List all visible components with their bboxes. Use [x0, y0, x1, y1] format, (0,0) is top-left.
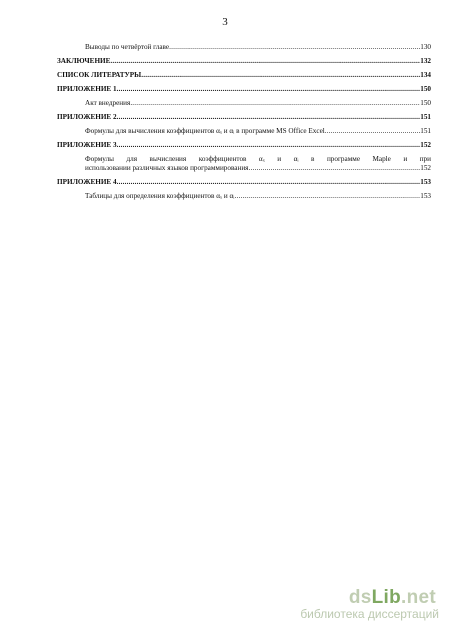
- toc-entry-page: 152: [420, 164, 431, 172]
- toc-entry-title: ПРИЛОЖЕНИЕ 3: [57, 141, 117, 149]
- toc-leader-dots: [130, 99, 420, 108]
- toc-entry-excel-formulas[interactable]: [57, 127, 431, 136]
- toc-entry-appendix-4[interactable]: [57, 178, 431, 187]
- toc-entry-conclusions-ch4[interactable]: [57, 43, 431, 52]
- toc-entry-page: 152: [420, 141, 431, 149]
- page-number: 3: [222, 16, 228, 28]
- toc-entry-title: ЗАКЛЮЧЕНИЕ: [57, 57, 111, 65]
- toc-leader-dots: [117, 141, 421, 150]
- toc-entry-title: Формулы для вычисления коэффициентов αₓ и αᵢ в программе MS Office Excel: [85, 127, 325, 135]
- toc-entry-maple-formulas[interactable]: [57, 155, 431, 173]
- toc-entry-appendix-1[interactable]: [57, 85, 431, 94]
- toc-leader-dots: [117, 113, 421, 122]
- toc-entry-page: 130: [420, 43, 431, 51]
- toc-entry-title: ПРИЛОЖЕНИЕ 2: [57, 113, 117, 121]
- dslib-subtitle: библиотека диссертаций: [300, 607, 439, 621]
- toc-entry-page: 150: [420, 99, 431, 107]
- toc-entry-page: 134: [420, 71, 431, 79]
- toc-leader-dots: [169, 43, 420, 52]
- toc-entry-title-line1: Формулы для вычисления коэффициентов αₓ и αᵢ в программе Maple и при: [85, 155, 431, 163]
- table-of-contents: [57, 43, 431, 206]
- toc-leader-dots: [234, 192, 420, 201]
- toc-entry-conclusion[interactable]: [57, 57, 431, 66]
- toc-entry-title: Выводы по четвёртой главе: [85, 43, 170, 51]
- toc-entry-title-line2: использовании различных языков программирования: [85, 164, 249, 172]
- toc-leader-dots: [248, 164, 420, 173]
- toc-leader-dots: [141, 71, 420, 80]
- toc-entry-appendix-3[interactable]: [57, 141, 431, 150]
- toc-entry-title: Таблицы для определения коэффициентов αₓ и αᵢ: [85, 192, 235, 200]
- toc-entry-page: 150: [420, 85, 431, 93]
- toc-entry-page: 151: [420, 127, 431, 135]
- toc-entry-references[interactable]: [57, 71, 431, 80]
- toc-entry-coefficient-tables[interactable]: [57, 192, 431, 201]
- toc-entry-page: 132: [420, 57, 431, 65]
- toc-entry-title: ПРИЛОЖЕНИЕ 4: [57, 178, 117, 186]
- toc-entry-title: ПРИЛОЖЕНИЕ 1: [57, 85, 117, 93]
- dslib-logo: dsLib.net: [348, 587, 436, 608]
- toc-leader-dots: [325, 127, 420, 136]
- toc-entry-page: 151: [420, 113, 431, 121]
- toc-leader-dots: [117, 85, 421, 94]
- toc-entry-page: 153: [420, 192, 431, 200]
- toc-leader-dots: [117, 178, 421, 187]
- toc-entry-title: Акт внедрения: [85, 99, 131, 107]
- dslib-watermark: [276, 587, 446, 621]
- toc-entry-appendix-2[interactable]: [57, 113, 431, 122]
- toc-entry-title: СПИСОК ЛИТЕРАТУРЫ: [57, 71, 142, 79]
- toc-leader-dots: [110, 57, 420, 66]
- toc-entry-page: 153: [420, 178, 431, 186]
- toc-entry-implementation-act[interactable]: [57, 99, 431, 108]
